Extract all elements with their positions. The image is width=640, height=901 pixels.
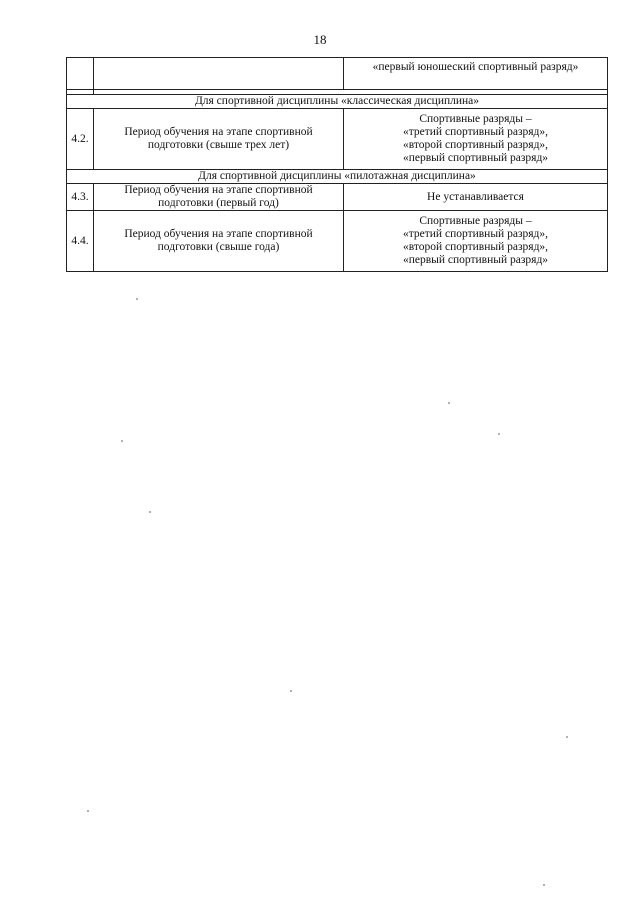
table-row-4-4 bbox=[67, 211, 608, 272]
description-line: подготовки (первый год) bbox=[158, 197, 279, 209]
value-line: «второй спортивный разряд», bbox=[402, 241, 549, 253]
row-number: 4.3. bbox=[67, 184, 94, 211]
cell-desc-empty bbox=[94, 58, 344, 90]
value-line: «первый спортивный разряд» bbox=[402, 152, 549, 164]
scan-speck bbox=[87, 810, 89, 812]
requirements-table bbox=[66, 57, 608, 272]
description-line: подготовки (свыше года) bbox=[157, 241, 280, 253]
row-value: Не устанавливается bbox=[344, 184, 608, 211]
row-value bbox=[344, 211, 608, 272]
table-row-section-aerobatic bbox=[67, 170, 608, 184]
scan-speck bbox=[543, 884, 545, 886]
scan-speck bbox=[498, 433, 500, 435]
section-heading-aerobatic: Для спортивной дисциплины «пилотажная дисциплина» bbox=[67, 170, 608, 184]
value-line: «третий спортивный разряд», bbox=[402, 228, 549, 240]
scan-speck bbox=[566, 736, 568, 738]
cell-num-empty bbox=[67, 58, 94, 90]
table-row-4-3 bbox=[67, 184, 608, 211]
row-number: 4.2. bbox=[67, 109, 94, 170]
value-line: «первый спортивный разряд» bbox=[402, 254, 549, 266]
description-line: Период обучения на этапе спортивной bbox=[124, 228, 313, 240]
value-line: Спортивные разряды – bbox=[419, 113, 532, 125]
scan-speck bbox=[136, 298, 138, 300]
row-number: 4.4. bbox=[67, 211, 94, 272]
table-row-4-2 bbox=[67, 109, 608, 170]
table-row-section-classic bbox=[67, 95, 608, 109]
scan-speck bbox=[448, 402, 450, 404]
description-line: Период обучения на этапе спортивной bbox=[124, 126, 313, 138]
scan-speck bbox=[290, 690, 292, 692]
value-line: «третий спортивный разряд», bbox=[402, 126, 549, 138]
table-row-continuation bbox=[67, 58, 608, 90]
row-value bbox=[344, 109, 608, 170]
description-line: Период обучения на этапе спортивной bbox=[124, 184, 313, 196]
value-line: «второй спортивный разряд», bbox=[402, 139, 549, 151]
scan-speck bbox=[121, 440, 123, 442]
section-heading-classic: Для спортивной дисциплины «классическая дисциплина» bbox=[67, 95, 608, 109]
page-number: 18 bbox=[313, 32, 327, 47]
row-description bbox=[94, 184, 344, 211]
row-description bbox=[94, 211, 344, 272]
scan-speck bbox=[149, 511, 151, 513]
cell-continuation-value: «первый юношеский спортивный разряд» bbox=[344, 58, 608, 90]
value-line: Спортивные разряды – bbox=[419, 215, 532, 227]
description-line: подготовки (свыше трех лет) bbox=[147, 139, 290, 151]
row-description bbox=[94, 109, 344, 170]
